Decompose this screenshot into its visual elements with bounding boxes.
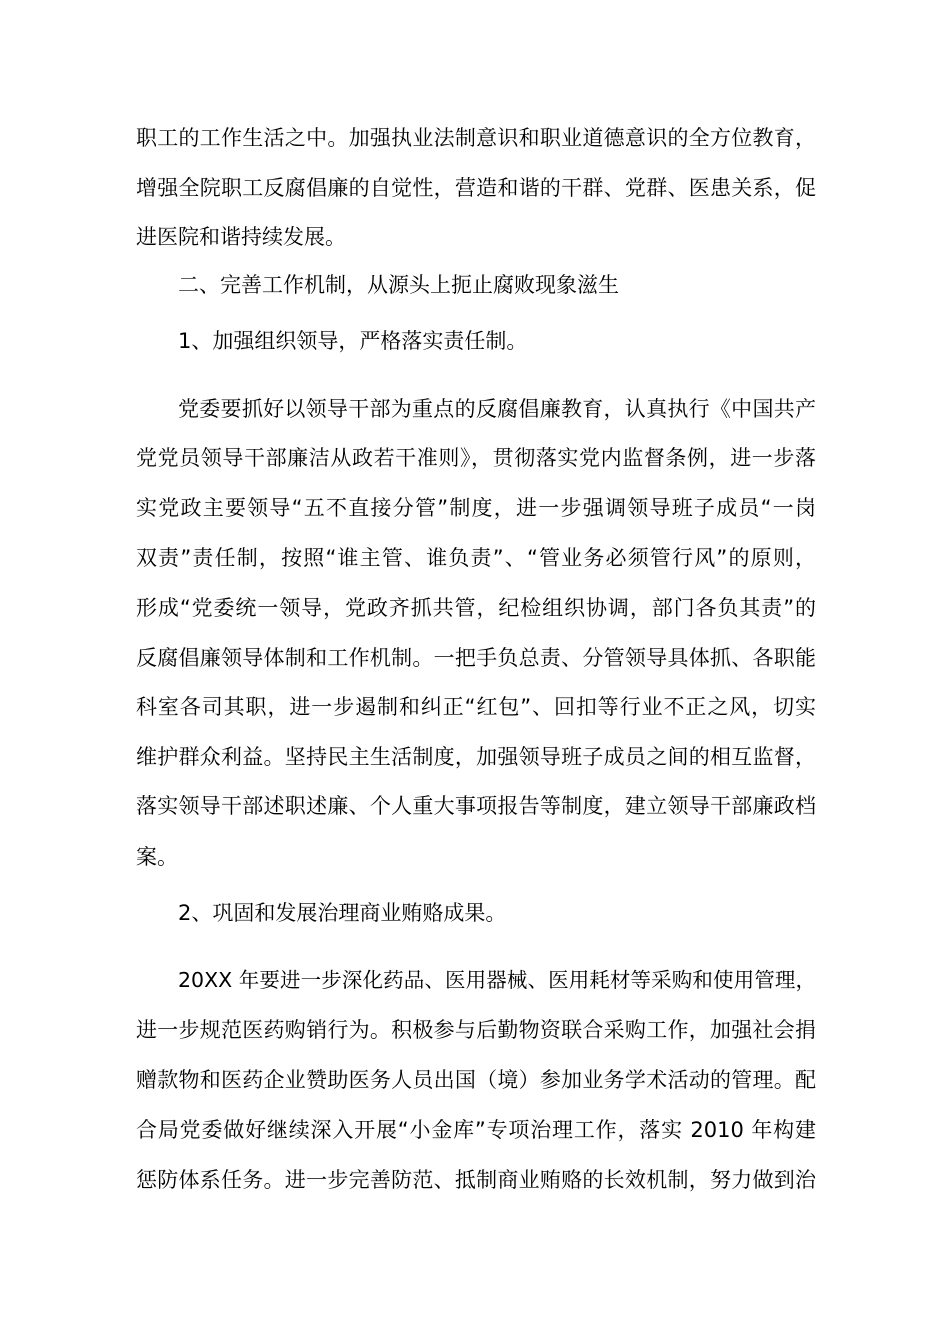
text-line: 双责”责任制，按照“谁主管、谁负责”、“管业务必须管行风”的原则， [136,546,816,570]
subsection-heading: 1、加强组织领导，严格落实责任制。 [178,329,528,353]
text-line: 形成“党委统一领导，党政齐抓共管，纪检组织协调，部门各负其责”的 [136,596,816,620]
text-line: 党党员领导干部廉洁从政若干准则》，贯彻落实党内监督条例，进一步落 [136,446,816,470]
text-line: 实党政主要领导“五不直接分管”制度，进一步强调领导班子成员“一岗 [136,496,816,520]
text-line: 赠款物和医药企业赞助医务人员出国（境）参加业务学术活动的管理。配 [136,1068,816,1092]
text-line: 进医院和谐持续发展。 [136,225,346,249]
text-line: 20XX 年要进一步深化药品、医用器械、医用耗材等采购和使用管理， [178,968,816,992]
text-line: 维护群众利益。坚持民主生活制度，加强领导班子成员之间的相互监督， [136,745,816,769]
text-line: 反腐倡廉领导体制和工作机制。一把手负总责、分管领导具体抓、各职能 [136,646,816,670]
text-line: 合局党委做好继续深入开展“小金库”专项治理工作，落实 2010 年构建 [136,1118,816,1142]
text-line: 职工的工作生活之中。加强执业法制意识和职业道德意识的全方位教育， [136,126,816,150]
text-line: 科室各司其职，进一步遏制和纠正“红包”、回扣等行业不正之风，切实 [136,695,816,719]
text-line: 党委要抓好以领导干部为重点的反腐倡廉教育，认真执行《中国共产 [178,397,816,421]
section-heading: 二、完善工作机制，从源头上扼止腐败现象滋生 [178,273,619,297]
text-line: 增强全院职工反腐倡廉的自觉性，营造和谐的干群、党群、医患关系，促 [136,176,816,200]
subsection-heading: 2、巩固和发展治理商业贿赂成果。 [178,901,507,925]
text-line: 惩防体系任务。进一步完善防范、抵制商业贿赂的长效机制，努力做到治 [136,1168,816,1192]
text-line: 落实领导干部述职述廉、个人重大事项报告等制度，建立领导干部廉政档 [136,794,816,818]
text-line: 进一步规范医药购销行为。积极参与后勤物资联合采购工作，加强社会捐 [136,1018,816,1042]
text-line: 案。 [136,845,178,869]
